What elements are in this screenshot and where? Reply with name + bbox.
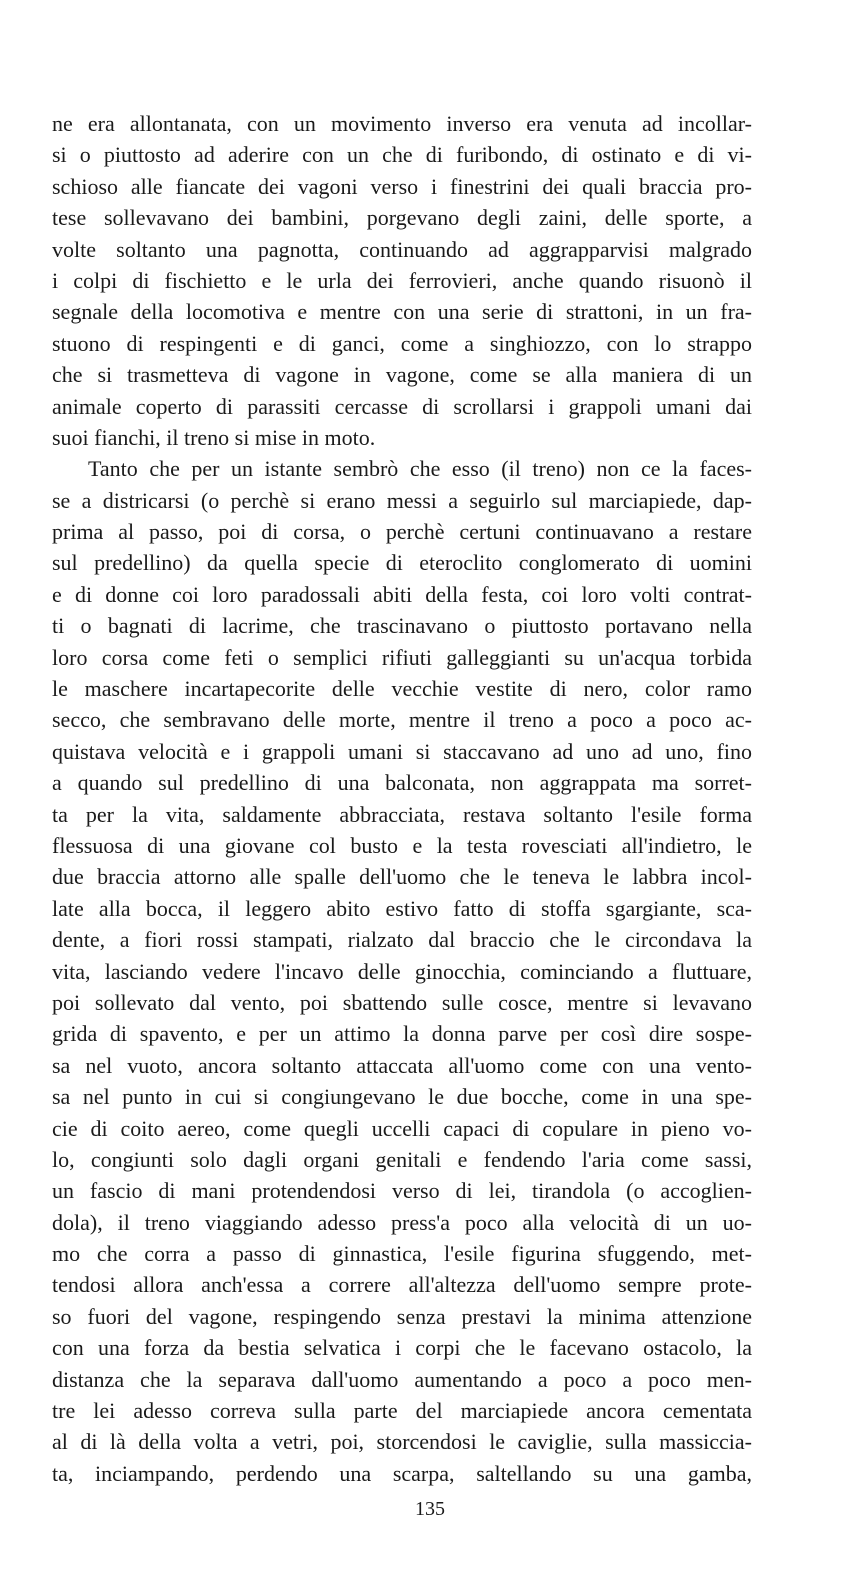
text-line: flessuosa di una giovane col busto e la testa rovesciati all'indietro, le bbox=[52, 832, 752, 858]
text-line: cie di coito aereo, come quegli uccelli capaci di copulare in pieno vo- bbox=[52, 1115, 752, 1141]
text-line: stuono di respingenti e di ganci, come a singhiozzo, con lo strappo bbox=[52, 330, 752, 356]
text-line: volte soltanto una pagnotta, continuando ad aggrapparvisi malgrado bbox=[52, 236, 752, 262]
text-line: dente, a fiori rossi stampati, rialzato dal braccio che le circondava la bbox=[52, 927, 752, 953]
text-line: ne era allontanata, con un movimento inverso era venuta ad incollar- bbox=[52, 111, 752, 136]
text-line: i colpi di fischietto e le urla dei ferrovieri, anche quando risuonò il bbox=[52, 267, 752, 293]
text-line: a quando sul predellino di una balconata, non aggrappata ma sorret- bbox=[52, 770, 752, 796]
text-line: prima al passo, poi di corsa, o perchè certuni continuavano a restare bbox=[52, 519, 752, 545]
text-line: sa nel vuoto, ancora soltanto attaccata all'uomo come con una vento- bbox=[52, 1052, 752, 1078]
text-line: un fascio di mani protendendosi verso di lei, tirandola (o accoglien- bbox=[52, 1178, 752, 1204]
text-line: schioso alle fiancate dei vagoni verso i finestrini dei quali braccia pro- bbox=[52, 173, 752, 199]
text-line: suoi fianchi, il treno si mise in moto. bbox=[52, 424, 376, 450]
text-line: segnale della locomotiva e mentre con una serie di strattoni, in un fra- bbox=[52, 299, 752, 325]
text-line: sul predellino) da quella specie di eteroclito conglomerato di uomini bbox=[52, 550, 752, 576]
text-line: se a districarsi (o perchè si erano messi a seguirlo sul marciapiede, dap- bbox=[52, 487, 752, 513]
text-line: con una forza da bestia selvatica i corpi che le facevano ostacolo, la bbox=[52, 1335, 752, 1361]
text-line: animale coperto di parassiti cercasse di scrollarsi i grappoli umani dai bbox=[52, 393, 752, 419]
text-line: secco, che sembravano delle morte, mentre il treno a poco a poco ac- bbox=[52, 707, 752, 733]
text-line: al di là della volta a vetri, poi, storcendosi le caviglie, sulla massiccia- bbox=[52, 1429, 752, 1455]
text-line: late alla bocca, il leggero abito estivo fatto di stoffa sgargiante, sca- bbox=[52, 895, 752, 921]
text-line: due braccia attorno alle spalle dell'uomo che le teneva le labbra incol- bbox=[52, 864, 752, 890]
text-line: che si trasmetteva di vagone in vagone, come se alla maniera di un bbox=[52, 362, 752, 388]
text-line: loro corsa come feti o semplici rifiuti galleggianti su un'acqua torbida bbox=[52, 644, 752, 670]
text-line: tese sollevavano dei bambini, porgevano degli zaini, delle sporte, a bbox=[52, 205, 752, 231]
text-line: ti o bagnati di lacrime, che trascinavano o piuttosto portavano nella bbox=[52, 613, 752, 639]
text-line: distanza che la separava dall'uomo aumentando a poco a poco men- bbox=[52, 1366, 752, 1392]
text-line: quistava velocità e i grappoli umani si staccavano ad uno ad uno, fino bbox=[52, 738, 752, 764]
text-line: e di donne coi loro paradossali abiti della festa, coi loro volti contrat- bbox=[52, 581, 752, 607]
text-line: poi sollevato dal vento, poi sbattendo sulle cosce, mentre si levavano bbox=[52, 989, 752, 1015]
text-line: le maschere incartapecorite delle vecchie vestite di nero, color ramo bbox=[52, 676, 752, 702]
text-line: tre lei adesso correva sulla parte del marciapiede ancora cementata bbox=[52, 1398, 752, 1424]
text-line: ta, inciampando, perdendo una scarpa, saltellando su una gamba, bbox=[52, 1460, 752, 1486]
text-line: sa nel punto in cui si congiungevano le due bocche, come in una spe- bbox=[52, 1084, 752, 1110]
text-line: tendosi allora anch'essa a correre all'altezza dell'uomo sempre prote- bbox=[52, 1272, 752, 1298]
text-line: si o piuttosto ad aderire con un che di furibondo, di ostinato e di vi- bbox=[52, 142, 752, 168]
text-line: vita, lasciando vedere l'incavo delle ginocchia, cominciando a fluttuare, bbox=[52, 958, 752, 984]
text-line: ta per la vita, saldamente abbracciata, restava soltanto l'esile forma bbox=[52, 801, 752, 827]
paragraph-2 bbox=[52, 453, 752, 1489]
text-line: so fuori del vagone, respingendo senza prestavi la minima attenzione bbox=[52, 1303, 752, 1329]
text-line: lo, congiunti solo dagli organi genitali e fendendo l'aria come sassi, bbox=[52, 1146, 752, 1172]
body-text bbox=[52, 108, 752, 1489]
text-line: dola), il treno viaggiando adesso press'a poco alla velocità di un uo- bbox=[52, 1209, 752, 1235]
text-line: mo che corra a passo di ginnastica, l'esile figurina sfuggendo, met- bbox=[52, 1241, 752, 1267]
text-line: grida di spavento, e per un attimo la donna parve per così dire sospe- bbox=[52, 1021, 752, 1047]
paragraph-1 bbox=[52, 108, 752, 453]
text-line: Tanto che per un istante sembrò che esso (il treno) non ce la faces- bbox=[88, 456, 752, 482]
page-number: 135 bbox=[415, 1498, 445, 1520]
